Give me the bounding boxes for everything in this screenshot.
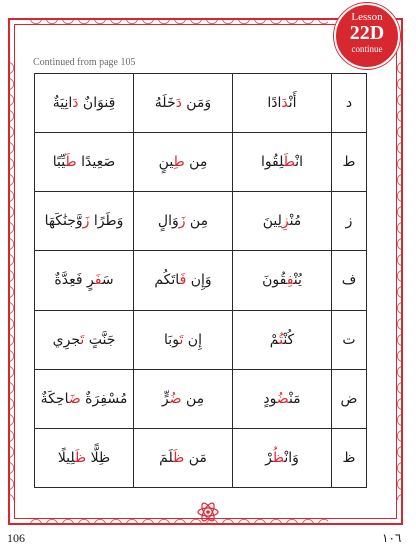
word-segment: لَمَ [159, 449, 174, 466]
table-row [35, 192, 367, 251]
word-cell-1 [233, 192, 332, 251]
highlighted-letter: ظَ [173, 449, 185, 466]
word-segment: رْ [265, 449, 273, 466]
table-row [35, 133, 367, 192]
highlighted-letter: طَ [283, 154, 296, 171]
word-segment: قُونَ [262, 272, 287, 289]
word-segment: يِّبًا [52, 154, 66, 171]
page-number-arabic: ١٠٦ [382, 531, 402, 545]
word-segment: وَطَرًا [89, 213, 124, 230]
word-segment: مُسْفِرَةٌ [80, 390, 128, 407]
row-letter: ز [332, 192, 367, 251]
word-segment: يُنْ [293, 272, 302, 289]
word-cell-1 [233, 428, 332, 487]
highlighted-letter: زَ [178, 213, 186, 230]
word-cell-3 [35, 133, 134, 192]
word-segment: جرِي [52, 331, 81, 348]
frame-scallop-top [28, 18, 328, 24]
word-cell-3 [35, 192, 134, 251]
word-segment: أَنْ [288, 95, 297, 112]
frame-scallop-right [397, 60, 403, 500]
table-row [35, 428, 367, 487]
highlighted-letter: طَ [65, 154, 77, 171]
highlighted-letter: تُ [279, 331, 284, 348]
table-row [35, 251, 367, 310]
word-segment: سَ [101, 272, 114, 289]
frame-scallop-bottom [28, 519, 328, 525]
word-segment: لِقُوا [260, 154, 284, 171]
word-cell-2 [134, 251, 233, 310]
word-segment: لِينَ [262, 213, 282, 230]
row-letter: د [332, 74, 367, 133]
word-segment: وَّجنَٰكَهَا [44, 213, 83, 230]
word-segment: اتَكُم [154, 272, 180, 289]
word-cell-1 [233, 133, 332, 192]
highlighted-letter: ضَ [68, 390, 81, 407]
highlighted-letter: تَ [80, 331, 85, 348]
word-segment: رٍّ [161, 390, 170, 407]
word-segment: رٍ فَعِدَّةٌ [54, 272, 95, 289]
word-cell-1 [233, 74, 332, 133]
word-cell-2 [134, 192, 233, 251]
word-cell-1 [233, 310, 332, 369]
word-segment: لِيلًا [57, 449, 76, 466]
word-segment: مَنْ [288, 390, 301, 407]
word-segment: وبَا [164, 331, 180, 348]
highlighted-letter: دَ [281, 95, 289, 112]
lesson-badge-label: Lesson [351, 11, 383, 23]
word-cell-2 [134, 369, 233, 428]
word-segment: كُنْ [283, 331, 295, 348]
word-cell-3 [35, 428, 134, 487]
highlighted-letter: طِ [173, 154, 185, 171]
word-segment: صَعِيدًا [76, 154, 116, 171]
word-cell-3 [35, 369, 134, 428]
word-segment: مِن [185, 213, 209, 230]
frame-scallop-left [8, 60, 14, 500]
word-segment: ظِلًّا [86, 449, 111, 466]
word-segment: إِن [183, 331, 202, 348]
word-segment: ينٍ [158, 154, 174, 171]
highlighted-letter: ظُ [272, 449, 285, 466]
highlighted-letter: دَ [72, 95, 79, 112]
word-cell-3 [35, 310, 134, 369]
lesson-badge [334, 3, 400, 69]
word-segment: مْ [269, 331, 280, 348]
word-cell-3 [35, 251, 134, 310]
lesson-badge-sub: continue [351, 44, 383, 54]
word-cell-1 [233, 369, 332, 428]
letter-table [34, 73, 367, 488]
highlighted-letter: زِ [281, 213, 290, 230]
word-segment: جَنَّتٍ [84, 331, 116, 348]
row-letter: ف [332, 251, 367, 310]
word-cell-2 [134, 428, 233, 487]
highlighted-letter: فَ [179, 272, 187, 289]
continued-note: Continued from page 105 [33, 57, 136, 68]
word-segment: وَمَن [181, 95, 212, 112]
word-segment: احِكَةٌ [40, 390, 69, 407]
table-row [35, 310, 367, 369]
word-segment: مِن [181, 390, 205, 407]
word-segment: وَالٍ [157, 213, 179, 230]
page-number-latin: 106 [7, 531, 25, 545]
row-letter: ظ [332, 428, 367, 487]
row-letter: ض [332, 369, 367, 428]
highlighted-letter: ضُ [276, 390, 289, 407]
word-segment: ادًا [267, 95, 282, 112]
word-cell-2 [134, 133, 233, 192]
word-segment: خَلَهُ [154, 95, 176, 112]
atom-icon [196, 500, 220, 524]
word-segment: مَن [184, 449, 207, 466]
highlighted-letter: دَ [175, 95, 182, 112]
highlighted-letter: فِ [286, 272, 294, 289]
word-segment: انِيَةٌ [52, 95, 73, 112]
word-segment: مِن [184, 154, 208, 171]
highlighted-letter: تَ [179, 331, 184, 348]
word-segment: انْ [295, 154, 304, 171]
word-cell-2 [134, 310, 233, 369]
word-segment: ودٍ [263, 390, 277, 407]
word-cell-2 [134, 74, 233, 133]
row-letter: ت [332, 310, 367, 369]
table-row [35, 369, 367, 428]
word-segment: مُنْ [289, 213, 302, 230]
highlighted-letter: ظَ [75, 449, 87, 466]
word-segment: وَانْ [284, 449, 299, 466]
highlighted-letter: ضُ [169, 390, 182, 407]
highlighted-letter: فَ [94, 272, 102, 289]
row-letter: ط [332, 133, 367, 192]
word-segment: وَإِن [186, 272, 212, 289]
word-cell-3 [35, 74, 134, 133]
table-row [35, 74, 367, 133]
lesson-badge-number: 22D [349, 22, 385, 44]
word-segment: قِنوَانٌ [78, 95, 116, 112]
highlighted-letter: زَ [82, 213, 90, 230]
word-cell-1 [233, 251, 332, 310]
